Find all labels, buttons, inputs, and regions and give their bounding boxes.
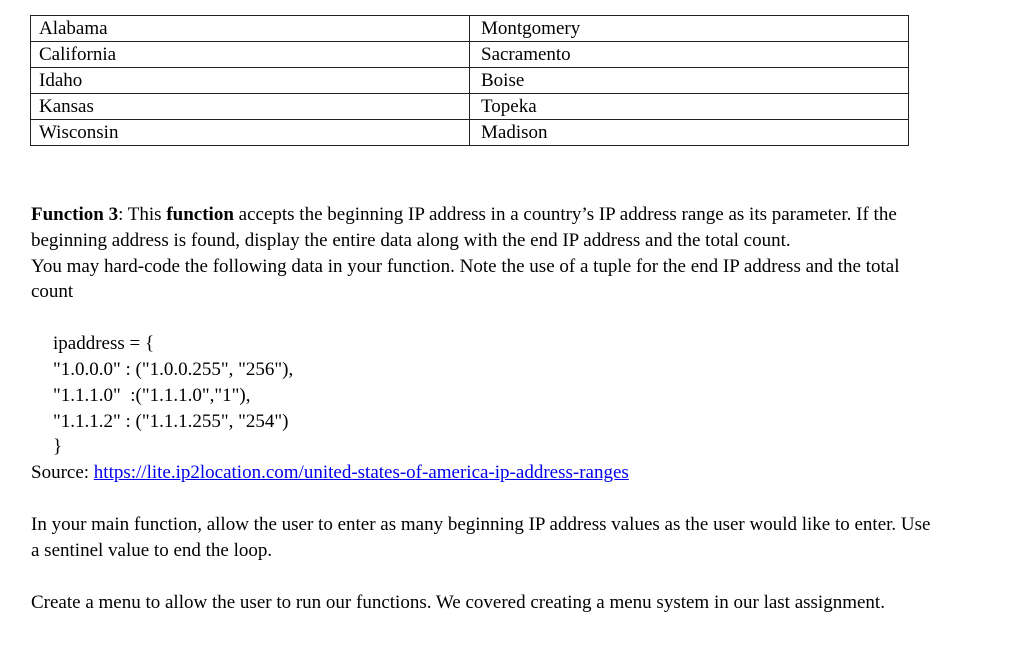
code-line: "1.1.1.2" : ("1.1.1.255", "254") [53,410,289,432]
state-cell: Wisconsin [31,120,470,146]
capital-cell: Sacramento [470,42,909,68]
ipaddress-code-block [53,331,931,460]
code-line: "1.1.1.0" :("1.1.1.0","1"), [53,384,251,406]
code-line: "1.0.0.0" : ("1.0.0.255", "256"), [53,358,294,380]
table-row [31,42,909,68]
table-row [31,120,909,146]
state-cell: California [31,42,470,68]
capital-cell: Boise [470,68,909,94]
source-link[interactable]: https://lite.ip2location.com/united-states-of-america-ip-address-ranges [93,462,629,484]
state-cell: Idaho [31,68,470,94]
function-word: function [166,204,234,225]
code-line: } [53,436,63,458]
function3-colon: : This [118,204,167,225]
menu-paragraph: Create a menu to allow the user to run our functions. We covered creating a menu system in our last assignment. [31,591,885,613]
source-label: Source: [31,462,94,484]
function3-label: Function 3 [31,204,119,225]
capital-cell: Madison [470,120,909,146]
states-capitals-table [30,15,909,146]
source-line [31,460,931,486]
function3-paragraph [31,202,931,254]
table-row [31,68,909,94]
assignment-body [31,202,931,615]
capital-cell: Topeka [470,94,909,120]
hardcode-note: You may hard-code the following data in your function. Note the use of a tuple for the end IP address and the total count [31,255,900,303]
capital-cell: Montgomery [470,16,909,42]
code-line: ipaddress = { [53,333,155,355]
table-row [31,94,909,120]
table-row [31,16,909,42]
main-function-paragraph: In your main function, allow the user to enter as many beginning IP address values as the user would like to enter. Use a sentinel value to end the loop. [31,513,931,561]
state-cell: Kansas [31,94,470,120]
state-cell: Alabama [31,16,470,42]
function3-description: accepts the beginning IP address in a country’s IP address range as its parameter. If the beginning address is found, display the entire data along with the end IP address and the total count. [31,204,897,251]
